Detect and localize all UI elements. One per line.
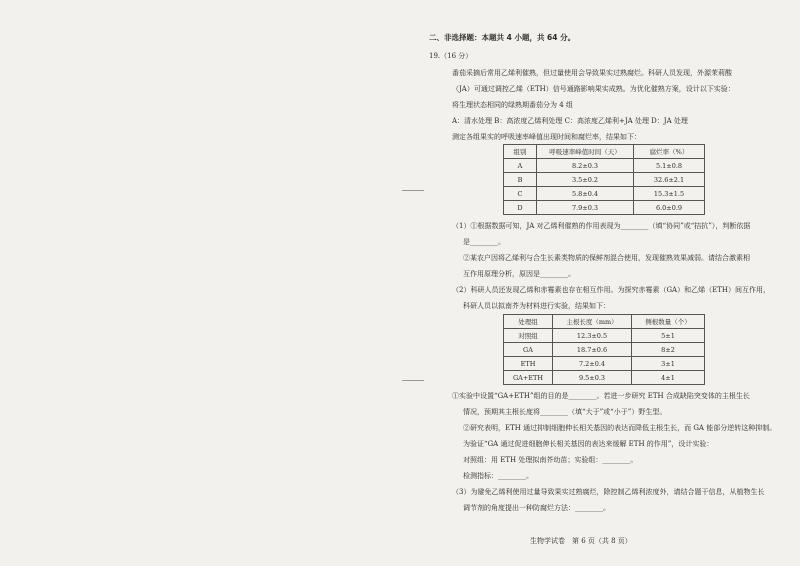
- table-cell: 7.9±0.3: [537, 201, 634, 215]
- part3-line-2: 调节剂的角度提出一种防腐烂方法：________。: [463, 504, 610, 512]
- table-cell: 对照组: [504, 329, 553, 343]
- left-margin-mark-lower: [402, 380, 424, 381]
- table-header-row: [504, 145, 705, 159]
- left-margin-mark: [402, 190, 424, 191]
- page-footer: 生物学试卷 第 6 页（共 8 页）: [530, 537, 632, 545]
- table-cell: 8±2: [632, 343, 705, 357]
- table-row: [504, 173, 705, 187]
- part2-line-2: 科研人员以拟南芥为材料进行实验，结果如下：: [463, 302, 610, 310]
- part2-sub-line-5: 对照组：用 ETH 处理拟南芥幼苗；实验组：________。: [463, 456, 638, 464]
- intro-line-3: 将生理状态相同的绿熟期番茄分为 4 组: [452, 101, 573, 109]
- part2-line-1: （2）科研人员还发现乙烯和赤霉素也存在相互作用。为探究赤霉素（GA）和乙烯（ETH）间互作用，: [452, 286, 770, 294]
- table-cell: 4±1: [632, 371, 705, 385]
- part2-sub-line-2: 情况，预期其主根长度将________（填“大于”或“小于”）野生型。: [463, 408, 667, 416]
- intro-line-2: （JA）可通过调控乙烯（ETH）信号通路影响果实成熟。为优化催熟方案，设计以下实验：: [452, 85, 735, 93]
- table-header-cell: 侧根数量（个）: [632, 315, 705, 329]
- question-number: 19.（16 分）: [429, 52, 473, 60]
- table-cell: ETH: [504, 357, 553, 371]
- table-cell: 12.3±0.5: [553, 329, 632, 343]
- table-cell: 5.1±0.8: [634, 159, 705, 173]
- table-row: [504, 357, 705, 371]
- table-cell: 8.2±0.3: [537, 159, 634, 173]
- table-cell: 5.8±0.4: [537, 187, 634, 201]
- root-growth-table: [503, 314, 705, 385]
- part3-line-1: （3）为避免乙烯利使用过量导致果实过熟腐烂，除控制乙烯利浓度外，请结合题干信息，从植物生长: [452, 488, 765, 496]
- table-cell: D: [504, 201, 537, 215]
- part2-sub-line-4: 为验证“GA 通过促进细胞伸长相关基因的表达来缓解 ETH 的作用”，设计实验：: [463, 440, 714, 448]
- table-cell: B: [504, 173, 537, 187]
- table-cell: GA: [504, 343, 553, 357]
- table-cell: C: [504, 187, 537, 201]
- table-row: [504, 371, 705, 385]
- part1-line-1: （1）①根据数据可知，JA 对乙烯利催熟的作用表现为________（填“协同”或“拮抗”），判断依据: [452, 222, 751, 230]
- table-cell: 3±1: [632, 357, 705, 371]
- measure-line: 测定各组果实的呼吸速率峰值出现时间和腐烂率，结果如下：: [452, 133, 641, 141]
- table-row: [504, 187, 705, 201]
- table-cell: 32.6±2.1: [634, 173, 705, 187]
- table-cell: 18.7±0.6: [553, 343, 632, 357]
- part2-sub-line-1: ①实验中设置“GA+ETH”组的目的是________。若进一步研究 ETH 合成缺陷突变体的主根生长: [452, 392, 750, 400]
- table-cell: 7.2±0.4: [553, 357, 632, 371]
- table-row: [504, 159, 705, 173]
- table-header-cell: 腐烂率（%）: [634, 145, 705, 159]
- table-row: [504, 343, 705, 357]
- groups-line: A：清水处理 B：高浓度乙烯利处理 C：高浓度乙烯利+JA 处理 D：JA 处理: [452, 117, 688, 125]
- table-header-cell: 呼吸速率峰值时间（天）: [537, 145, 634, 159]
- table-header-row: [504, 315, 705, 329]
- table-header-cell: 主根长度（mm）: [553, 315, 632, 329]
- table-cell: A: [504, 159, 537, 173]
- table-row: [504, 201, 705, 215]
- table-row: [504, 329, 705, 343]
- table-header-cell: 处理组: [504, 315, 553, 329]
- table-cell: 6.0±0.9: [634, 201, 705, 215]
- section-heading: 二、非选择题：本题共 4 小题，共 64 分。: [429, 33, 576, 42]
- respiration-table: [503, 144, 705, 215]
- part1-line-3: ②某农户因将乙烯利与合生长素类物质的保鲜剂混合使用，发现催熟效果减弱。请结合激素相: [463, 254, 750, 262]
- table-cell: 3.5±0.2: [537, 173, 634, 187]
- table-cell: GA+ETH: [504, 371, 553, 385]
- part1-line-2: 是________。: [463, 238, 505, 246]
- part2-sub-line-6: 检测指标：________。: [463, 472, 533, 480]
- part1-line-4: 互作用原理分析，原因是________。: [463, 270, 575, 278]
- part2-sub-line-3: ②研究表明，ETH 通过抑制细胞伸长相关基因的表达而降低主根生长，而 GA 能部分逆转这种抑制。: [463, 424, 777, 432]
- table-cell: 15.3±1.5: [634, 187, 705, 201]
- table-cell: 9.5±0.3: [553, 371, 632, 385]
- table-header-cell: 组别: [504, 145, 537, 159]
- table-cell: 5±1: [632, 329, 705, 343]
- intro-line-1: 番茄采摘后常用乙烯利催熟，但过量使用会导致果实过熟腐烂。科研人员发现，外源茉莉酸: [452, 69, 732, 77]
